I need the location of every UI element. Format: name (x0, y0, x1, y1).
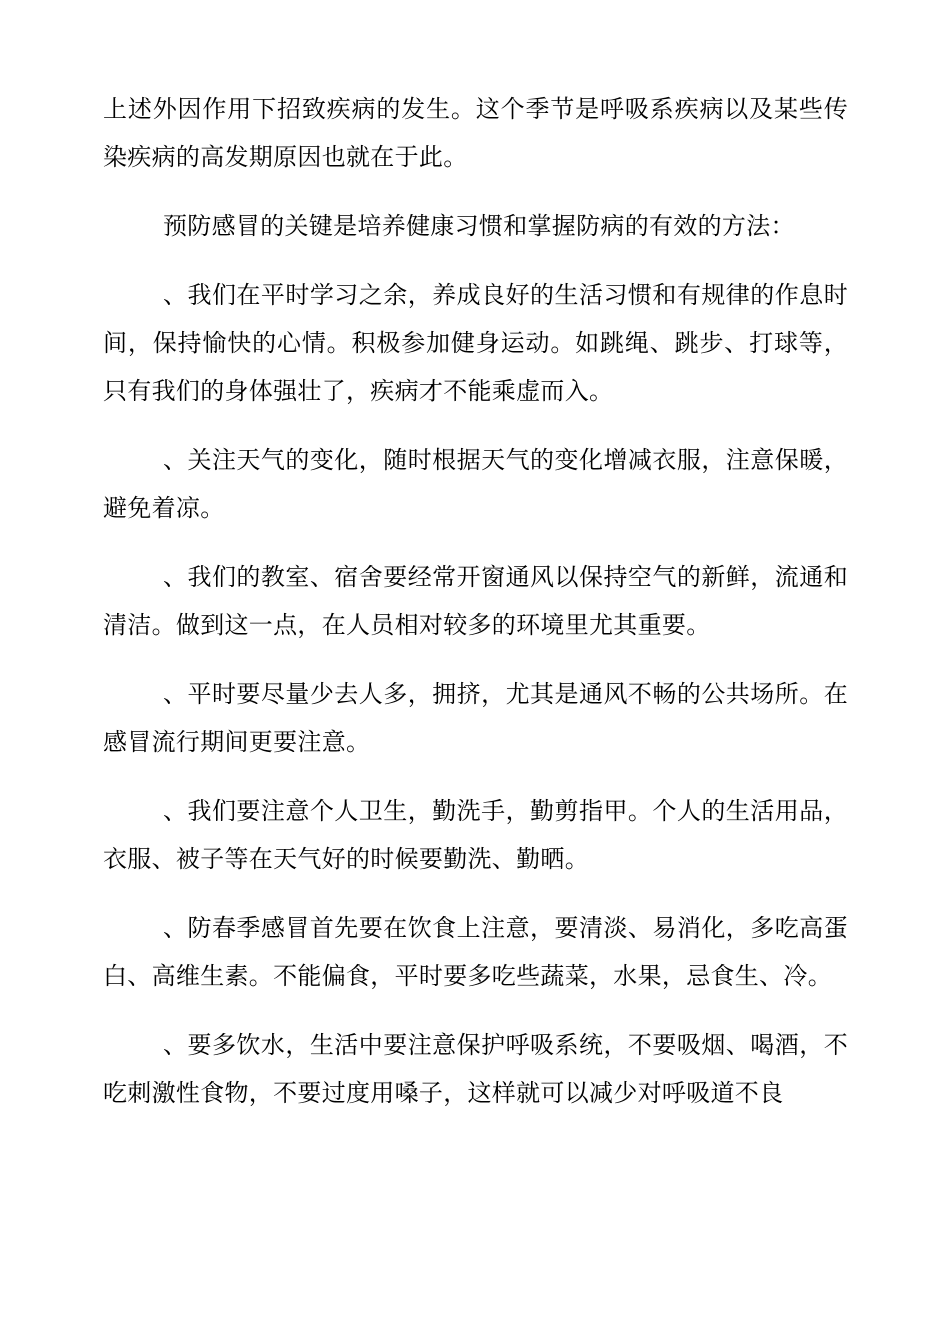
paragraph-item-water: 、要多饮水，生活中要注意保护呼吸系统，不要吸烟、喝酒，不吃刺激性食物，不要过度用嗓子，这样就可以减少对呼吸道不良 (103, 1031, 848, 1107)
paragraph-item-weather: 、关注天气的变化，随时根据天气的变化增减衣服，注意保暖，避免着凉。 (103, 446, 848, 522)
paragraph-item-diet: 、防春季感冒首先要在饮食上注意，要清淡、易消化，多吃高蛋白、高维生素。不能偏食，平时要多吃些蔬菜，水果，忌食生、冷。 (103, 914, 848, 990)
paragraph-prevention-lead: 预防感冒的关键是培养健康习惯和掌握防病的有效的方法： (163, 212, 795, 240)
paragraph-item-crowds: 、平时要尽量少去人多，拥挤，尤其是通风不畅的公共场所。在感冒流行期间更要注意。 (103, 680, 848, 756)
paragraph-item-hygiene: 、我们要注意个人卫生，勤洗手，勤剪指甲。个人的生活用品，衣服、被子等在天气好的时候要勤洗、勤晒。 (103, 797, 848, 873)
paragraph-intro-continuation: 上述外因作用下招致疾病的发生。这个季节是呼吸系疾病以及某些传染疾病的高发期原因也就在于此。 (103, 95, 848, 171)
paragraph-item-habits: 、我们在平时学习之余，养成良好的生活习惯和有规律的作息时间，保持愉快的心情。积极参加健身运动。如跳绳、跳步、打球等，只有我们的身体强壮了，疾病才不能乘虚而入。 (103, 281, 848, 405)
document-body (103, 85, 848, 1117)
paragraph-item-ventilation: 、我们的教室、宿舍要经常开窗通风以保持空气的新鲜，流通和清洁。做到这一点，在人员相对较多的环境里尤其重要。 (103, 563, 848, 639)
